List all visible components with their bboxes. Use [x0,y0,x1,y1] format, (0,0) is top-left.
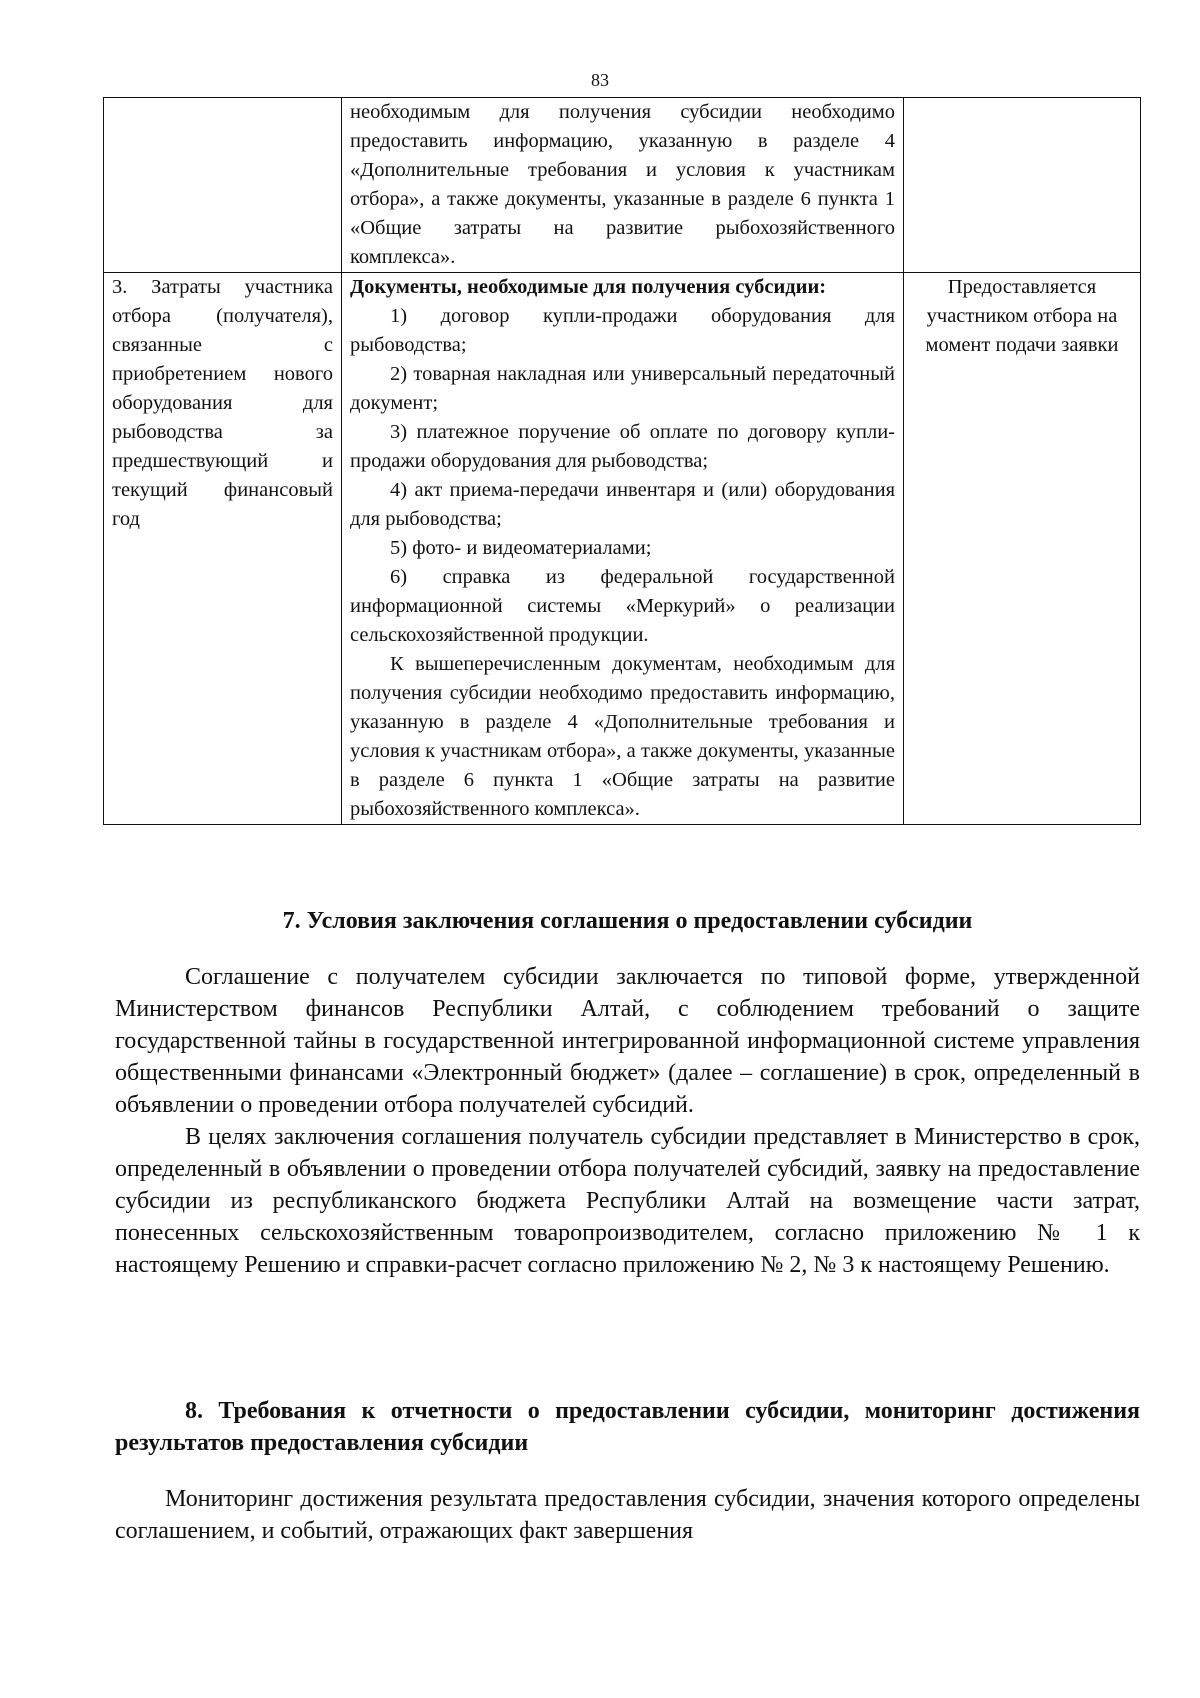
table-cell-documents [342,273,904,825]
section-8-paragraph: Мониторинг достижения результата предоставления субсидии, значения которого определены соглашением, и событий, отражающих факт завершения [115,1486,1140,1544]
document-item: 5) фото- и видеоматериалами; [390,537,652,559]
table-cell-continuation [342,98,904,273]
document-item: 1) договор купли-продажи оборудования для рыбоводства; [350,305,895,356]
table-cell-empty [104,98,342,273]
document-note: К вышеперечисленным документам, необходимым для получения субсидии необходимо предоставить информацию, указанную в разделе 4 «Дополнительные требования и условия к участникам отбора», а также документы, указанные в разделе 6 пункта 1 «Общие затраты на развитие рыбохозяйственного комплекса». [350,653,895,820]
table-cell-empty [904,98,1141,273]
documents-heading: Документы, необходимые для получения субсидии: [350,276,827,298]
document-item: 3) платежное поручение об оплате по договору купли-продажи оборудования для рыбоводства; [350,421,895,472]
table-cell-submission [904,273,1141,825]
section-8-title: 8. Требования к отчетности о предоставлении субсидии, мониторинг достижения результатов предоставления субсидии [115,1398,1140,1456]
table-row [104,98,1141,273]
section-7-paragraph: В целях заключения соглашения получатель субсидии представляет в Министерство в срок, определенный в объявлении о проведении отбора получателей субсидий, заявку на предоставление субсидии из республиканского бюджета Республики Алтай на возмещение части затрат, понесенных сельскохозяйственным товаропроизводителем, согласно приложению № 1 к настоящему Решению и справки-расчет согласно приложению № 2, № 3 к настоящему Решению. [115,1124,1140,1278]
section-7-paragraph: Соглашение с получателем субсидии заключается по типовой форме, утвержденной Министерством финансов Республики Алтай, с соблюдением требований о защите государственной тайны в государственной интегрированной информационной системе управления общественными финансами «Электронный бюджет» (далее – соглашение) в срок, определенный в объявлении о проведении отбора получателей субсидий. [115,964,1140,1118]
document-item: 6) справка из федеральной государственной информационной системы «Меркурий» о реализации сельскохозяйственной продукции. [350,566,895,646]
table-cell-cost-type [104,273,342,825]
page-number: 83 [591,70,609,90]
cost-type-text: 3. Затраты участника отбора (получателя), связанные с приобретением нового оборудования для рыбоводства за предшествующий и текущий финансовый год [112,276,333,530]
documents-table [103,97,1141,825]
document-item: 4) акт приема-передачи инвентаря и (или) оборудования для рыбоводства; [350,479,895,530]
section-8 [115,1395,1140,1547]
section-7 [115,905,1140,1281]
table-row [104,273,1141,825]
continuation-text: необходимым для получения субсидии необходимо предоставить информацию, указанную в разделе 4 «Дополнительные требования и условия к участникам отбора», а также документы, указанные в разделе 6 пункта 1 «Общие затраты на развитие рыбохозяйственного комплекса». [350,101,895,268]
section-7-title: 7. Условия заключения соглашения о предоставлении субсидии [282,908,973,934]
submission-text: Предоставляется участником отбора на момент подачи заявки [925,276,1119,356]
document-item: 2) товарная накладная или универсальный передаточный документ; [350,363,895,414]
